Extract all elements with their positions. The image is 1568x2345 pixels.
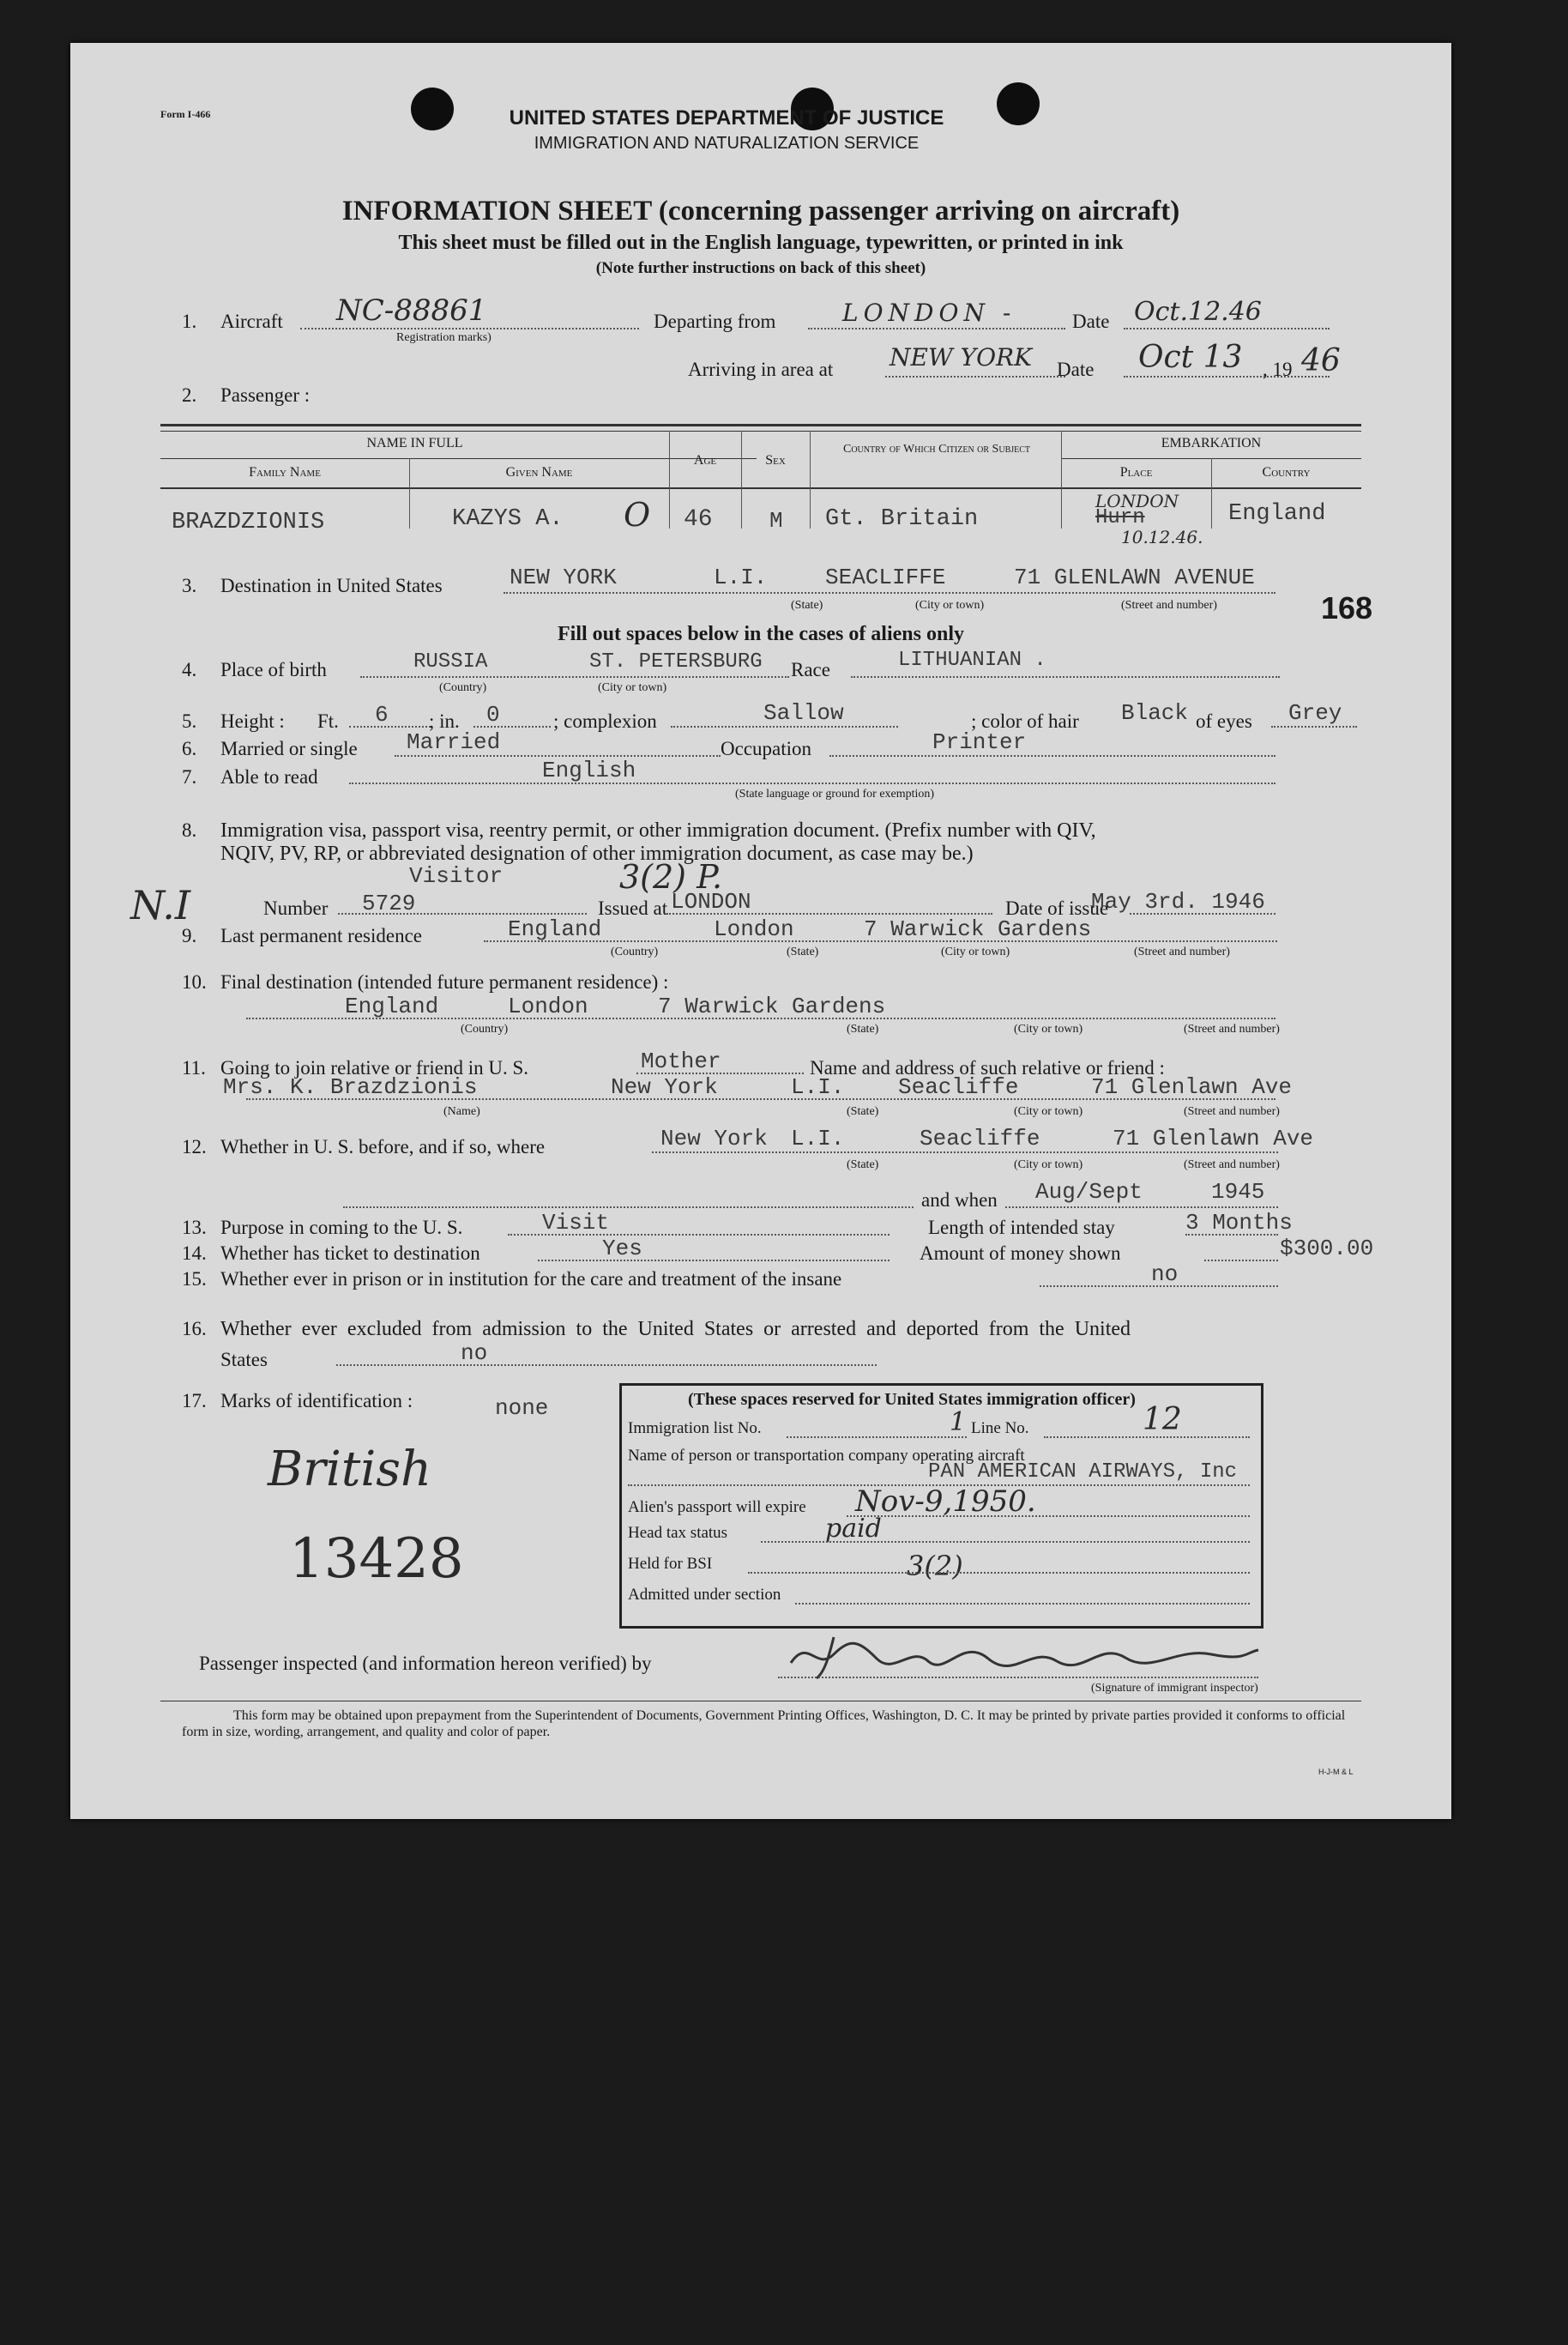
embark-country: England [1228,501,1326,527]
race-value: LITHUANIAN . [898,649,1046,672]
q11-number: 11. [182,1057,206,1079]
relative-address-line [246,1098,1276,1100]
last-residence-label: Last permanent residence [220,925,422,946]
money-label: Amount of money shown [920,1242,1121,1264]
relative-city1: L.I. [791,1074,845,1100]
last-residence-state-caption: (State) [787,946,819,958]
destination-street: 71 GLENLAWN AVENUE [1014,565,1255,590]
form-sheet [70,43,1451,1819]
money-line [1204,1260,1278,1261]
issue-date-value: May 3rd. 1946 [1091,889,1265,915]
final-destination-state-caption: (State) [847,1023,879,1036]
arrival-date-line [1124,376,1330,378]
form-subtitle: This sheet must be filled out in the English language, typewritten, or printed in ink [398,232,1124,254]
eyes-label: of eyes [1196,710,1252,732]
read-line [349,783,1276,784]
birth-city: ST. PETERSBURG [589,650,763,674]
carrier-label: Name of person or transportation company operating aircraft [628,1447,1025,1465]
passenger-given-name: KAZYS A. [452,506,564,532]
read-value: English [542,758,636,783]
departure-date-line [1124,328,1330,329]
form-number: Form I-466 [160,108,211,120]
height-in-label: ; in. [429,710,460,732]
family-name-header: Family Name [249,465,321,480]
stay-value: 3 Months [1185,1210,1293,1236]
name-in-full-header: NAME IN FULL [366,436,463,450]
stay-label: Length of intended stay [928,1217,1115,1238]
complexion-value: Sallow [763,700,844,726]
sex-header: Sex [765,453,786,468]
passenger-age: 46 [684,506,713,533]
destination-city2: SEACLIFFE [825,565,946,590]
q15-number: 15. [182,1268,207,1290]
bsi-label: Held for BSI [628,1555,713,1573]
departure-date-label: Date [1072,311,1110,332]
last-residence-country-caption: (Country) [611,946,659,958]
line-number-value: 12 [1143,1402,1182,1437]
embark-place-date: 10.12.46. [1121,527,1203,547]
marital-line [395,755,721,757]
height-label: Height : [220,710,285,732]
passport-expiry-value: Nov-9,1950. [855,1484,1036,1519]
race-line [851,676,1280,678]
eyes-value: Grey [1288,700,1342,726]
head-tax-line [761,1541,1250,1543]
issue-date-label: Date of issue [1005,898,1109,919]
agency-line1: UNITED STATES DEPARTMENT OF JUSTICE [509,106,944,130]
final-destination-country: England [345,994,439,1019]
previous-us-state-caption: (State) [847,1158,879,1171]
prison-value: no [1151,1261,1179,1287]
marital-label: Married or single [220,738,358,759]
signature-line [778,1677,1258,1678]
aircraft-line [300,328,639,329]
birth-city-caption: (City or town) [598,681,667,694]
q17-number: 17. [182,1390,207,1411]
birth-country-caption: (Country) [439,681,487,694]
ticket-value: Yes [602,1236,642,1261]
last-residence-state: London [714,916,794,942]
previous-us-line [652,1151,1278,1153]
relative-city-caption: (City or town) [1014,1105,1083,1118]
relative-address-label: Name and address of such relative or friend : [810,1057,1165,1079]
prison-label: Whether ever in prison or in institution for the care and treatment of the insane [220,1268,842,1290]
form-note: (Note further instructions on back of this sheet) [595,259,926,277]
hair-value: Black [1121,700,1189,726]
destination-city-caption: (City or town) [915,599,985,612]
given-name-header: Given Name [505,465,573,480]
line-number-line [1044,1436,1250,1438]
aliens-only-heading: Fill out spaces below in the cases of aliens only [557,623,964,645]
issued-at-line [666,913,992,915]
arrival-date-label: Date [1057,359,1095,380]
identification-label: Marks of identification : [220,1390,413,1411]
passport-expiry-label: Alien's passport will expire [628,1498,806,1516]
q2-number: 2. [182,384,197,406]
relative-state: New York [611,1074,718,1100]
admitted-section-line [795,1603,1250,1605]
relative-street-caption: (Street and number) [1184,1105,1280,1118]
immigration-list-value: 1 [950,1407,967,1437]
arrival-date-value: Oct 13 [1138,340,1243,375]
passenger-family-name: BRAZDZIONIS [172,510,325,535]
relative-city2: Seacliffe [898,1074,1019,1100]
eyes-line [1271,726,1357,728]
arriving-label: Arriving in area at [688,359,834,380]
destination-city1: L.I. [714,565,768,590]
departing-value: LONDON - [842,299,1016,327]
height-in-line [473,726,551,728]
agency-line2: IMMIGRATION AND NATURALIZATION SERVICE [534,134,920,153]
race-label: Race [791,659,830,680]
final-destination-state: London [508,994,588,1019]
prison-line [1040,1285,1278,1287]
q14-number: 14. [182,1242,207,1264]
stamp-number: 168 [1321,590,1373,626]
relative-street: 71 Glenlawn Ave [1091,1074,1293,1100]
margin-note: N.I [130,882,191,928]
excluded-label: Whether ever excluded from admission to the United States or arrested and deported from the United [220,1318,1131,1340]
q12-number: 12. [182,1136,207,1157]
previous-us-city1: L.I. [791,1126,845,1151]
last-residence-line [484,940,1277,942]
signature-caption: (Signature of immigrant inspector) [1091,1682,1258,1695]
aircraft-value: NC-88861 [336,293,487,328]
final-destination-city: 7 Warwick Gardens [658,994,886,1019]
doc-number-value: 5729 [362,891,416,916]
previous-us-city-caption: (City or town) [1014,1158,1083,1171]
bsi-line [748,1572,1250,1574]
embark-place-header: Place [1119,465,1153,480]
excluded-line [336,1364,877,1366]
passport-expiry-line [847,1515,1250,1517]
given-name-mark: O [624,496,651,534]
q13-number: 13. [182,1217,207,1238]
q1-number: 1. [182,311,197,332]
issue-date-line [1130,913,1276,915]
inspected-label: Passenger inspected (and information hereon verified) by [199,1653,652,1674]
footer-text: This form may be obtained upon prepayment from the Superintendent of Documents, Government Printing Offices, Washington, D. C. It may be printed by private parties provided it conforms to official form in size, wording, arrangement, and quality and color of paper. [182,1708,1346,1739]
excluded-value: no [461,1340,488,1366]
occupation-label: Occupation [721,738,812,759]
head-tax-label: Head tax status [628,1524,728,1542]
final-destination-label: Final destination (intended future permanent residence) : [220,971,669,993]
line-number-label: Line No. [971,1419,1029,1437]
q8-text2: NQIV, PV, RP, or abbreviated designation of other immigration document, as case may be.) [220,843,974,865]
complexion-line [671,726,898,728]
identification-value: none [495,1395,549,1421]
final-destination-line [246,1018,1276,1019]
issued-at-value: LONDON [671,889,751,915]
birth-place-line [360,676,789,678]
officer-box-header: (These spaces reserved for United States immigration officer) [688,1390,1136,1409]
height-ft-value: 6 [375,702,389,728]
q5-number: 5. [182,710,197,732]
embark-place-handwritten: LONDON [1095,491,1179,511]
arriving-line [885,376,1065,378]
bsi-value: 3(2) [907,1550,963,1582]
relative-state-caption: (State) [847,1105,879,1118]
destination-label: Destination in United States [220,575,443,596]
handwritten-number: 13428 [289,1527,464,1591]
head-tax-value: paid [825,1514,882,1544]
passenger-label: Passenger : [220,384,311,406]
punch-hole [411,88,454,130]
previous-us-state: New York [660,1126,768,1151]
read-caption: (State language or ground for exemption) [735,788,935,801]
purpose-value: Visit [542,1210,610,1236]
q7-number: 7. [182,766,197,788]
q4-number: 4. [182,659,197,680]
complexion-label: ; complexion [553,710,657,732]
form-title: INFORMATION SHEET (concerning passenger arriving on aircraft) [341,196,1180,227]
when-value: Aug/Sept [1035,1179,1143,1205]
final-destination-country-caption: (Country) [461,1023,509,1036]
ticket-label: Whether has ticket to destination [220,1242,480,1264]
ticket-line [538,1260,890,1261]
passenger-citizenship: Gt. Britain [825,506,979,532]
departure-date-value: Oct.12.46 [1134,297,1262,327]
hair-label: ; color of hair [971,710,1079,732]
departing-line [808,328,1065,329]
when-blank-line [343,1206,914,1208]
read-label: Able to read [220,766,318,788]
previous-us-street: 71 Glenlawn Ave [1113,1126,1314,1151]
destination-line [504,592,1276,594]
stay-line [1185,1234,1278,1236]
final-destination-street-caption: (Street and number) [1184,1023,1280,1036]
join-relative-label: Going to join relative or friend in U. S. [220,1057,528,1079]
occupation-line [829,755,1276,757]
join-relative-relation: Mother [641,1049,721,1074]
when-label: and when [921,1189,998,1211]
handwritten-nationality: British [268,1441,432,1497]
destination-street-caption: (Street and number) [1121,599,1217,612]
previous-us-street-caption: (Street and number) [1184,1158,1280,1171]
carrier-value: PAN AMERICAN AIRWAYS, Inc [928,1460,1238,1484]
last-residence-street-caption: (Street and number) [1134,946,1230,958]
relative-name-caption: (Name) [443,1105,480,1118]
marital-value: Married [407,729,501,755]
arriving-value: NEW YORK [890,343,1033,372]
immigration-list-line [787,1436,967,1438]
doc-number-line [338,913,587,915]
inspector-signature [782,1629,1263,1680]
immigration-list-label: Immigration list No. [628,1419,762,1437]
q6-number: 6. [182,738,197,759]
previous-us-city2: Seacliffe [920,1126,1040,1151]
admitted-section-label: Admitted under section [628,1586,781,1604]
money-value: $300.00 [1280,1236,1374,1261]
embark-country-header: Country [1262,465,1311,480]
purpose-label: Purpose in coming to the U. S. [220,1217,463,1238]
punch-hole [997,82,1040,125]
occupation-value: Printer [932,729,1027,755]
purpose-line [508,1234,890,1236]
q10-number: 10. [182,971,207,993]
height-ft-line [349,726,431,728]
when-line [1005,1206,1278,1208]
destination-state: NEW YORK [510,565,617,590]
q8-text1: Immigration visa, passport visa, reentry permit, or other immigration document. (Prefix number with QIV, [220,819,1096,842]
passenger-sex: M [769,508,783,534]
q9-number: 9. [182,925,197,946]
document-class: 3(2) P. [619,858,723,896]
final-destination-city-caption: (City or town) [1014,1023,1083,1036]
previous-us-label: Whether in U. S. before, and if so, where [220,1136,546,1157]
arrival-year-prefix: , 19 [1263,359,1293,380]
q16-number: 16. [182,1318,207,1339]
arrival-year-value: 46 [1301,343,1341,378]
age-header: Age [693,453,717,468]
printer-mark: H-J-M & L [1318,1768,1354,1776]
birth-place-label: Place of birth [220,659,327,680]
departing-label: Departing from [654,311,776,332]
embarkation-header: EMBARKATION [1161,436,1262,450]
embark-place-struck: Hurn [1095,506,1145,529]
birth-country: RUSSIA [413,650,488,674]
q3-number: 3. [182,575,197,596]
when-year: 1945 [1211,1179,1265,1205]
q8-number: 8. [182,819,197,841]
destination-state-caption: (State) [791,599,823,612]
height-in-value: 0 [486,702,500,728]
document-type: Visitor [409,863,504,889]
doc-number-label: Number [263,898,329,919]
aircraft-label: Aircraft [220,311,283,332]
excluded-label-states: States [220,1349,268,1370]
last-residence-city: 7 Warwick Gardens [864,916,1092,942]
citizenship-header: Country of Which Citizen or Subject [842,443,1031,456]
height-ft-label: Ft. [317,710,339,732]
last-residence-city-caption: (City or town) [941,946,1010,958]
last-residence-country: England [508,916,602,942]
relative-name: Mrs. K. Brazdzionis [223,1074,478,1100]
registration-caption: Registration marks) [396,331,492,344]
issued-at-label: Issued at [598,898,668,919]
